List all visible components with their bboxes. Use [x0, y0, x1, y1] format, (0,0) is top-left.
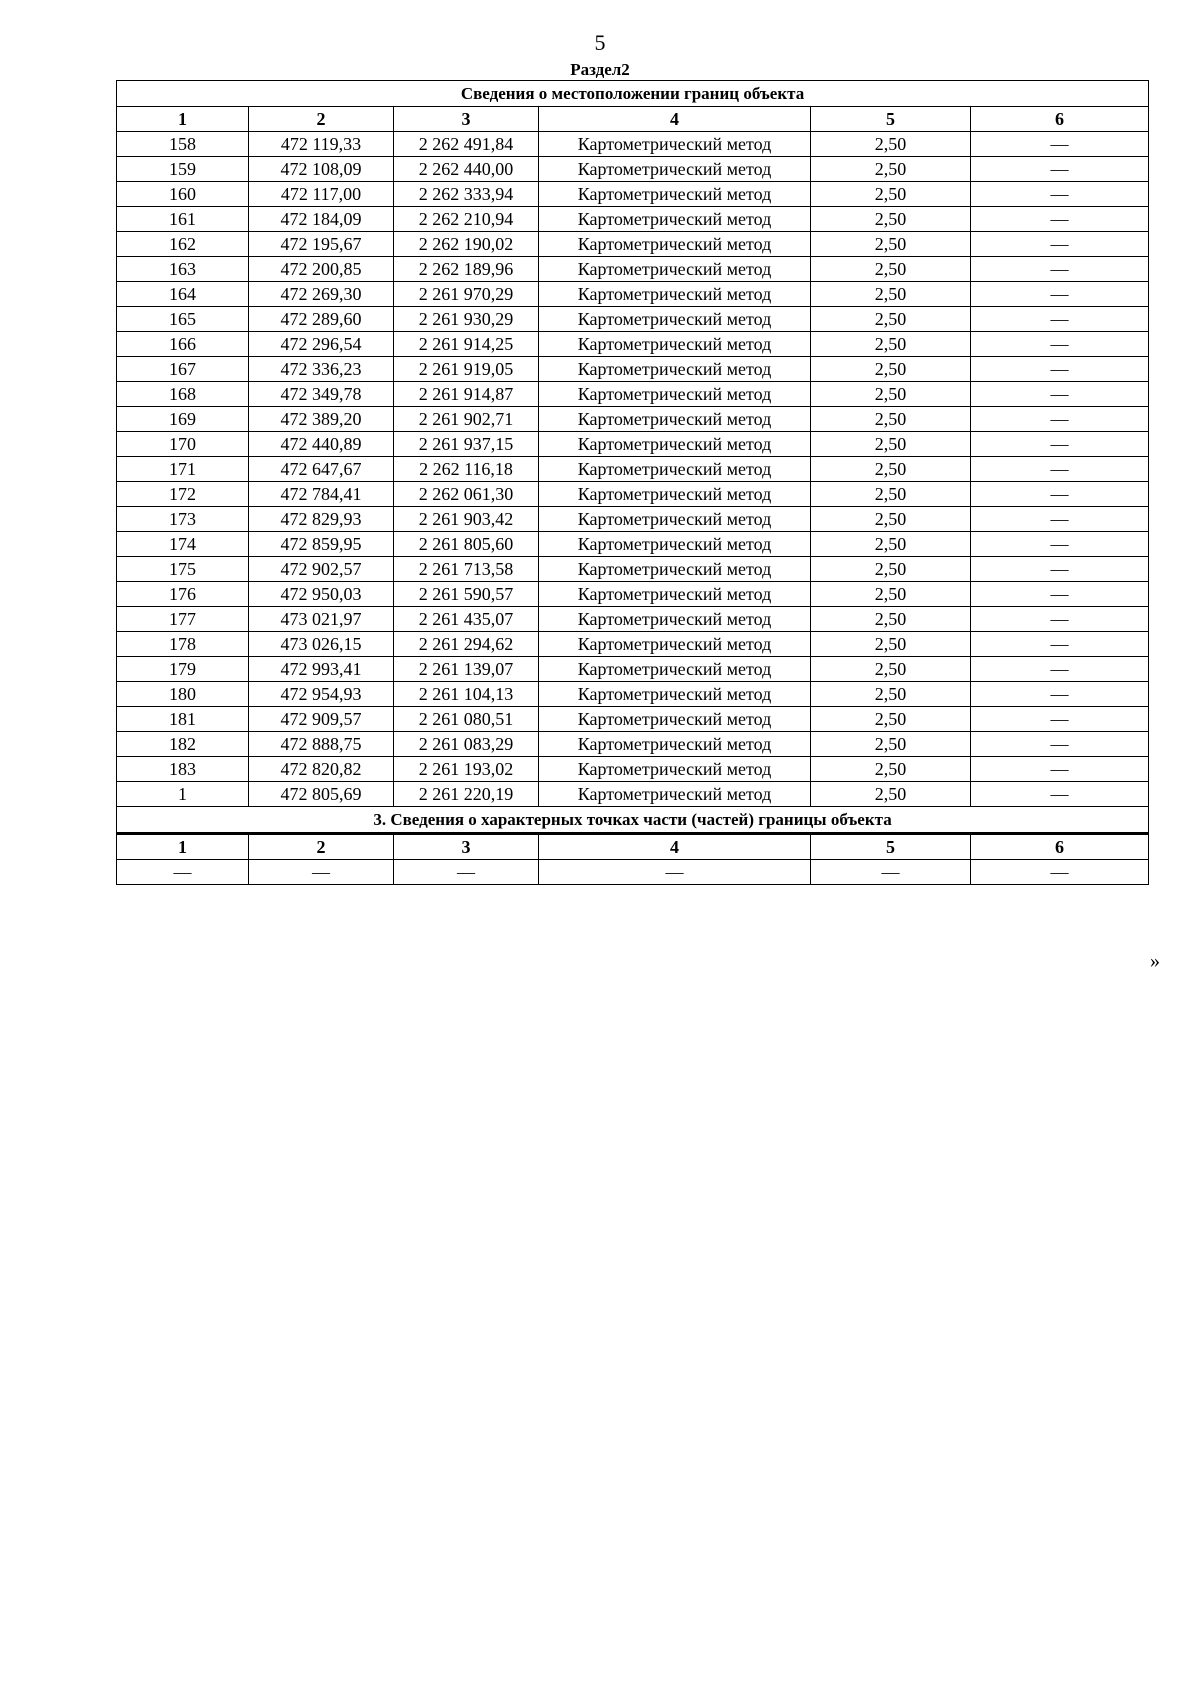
table-row — [117, 232, 1149, 257]
accuracy-cell: 2,50 — [811, 557, 971, 582]
table-row — [117, 407, 1149, 432]
subsection-column-number-row — [117, 834, 1149, 860]
description-cell: — — [971, 732, 1149, 757]
y-coordinate-cell: 2 261 805,60 — [394, 532, 539, 557]
x-coordinate-cell: 472 902,57 — [249, 557, 394, 582]
table-caption-row — [117, 81, 1149, 107]
accuracy-cell: 2,50 — [811, 432, 971, 457]
y-coordinate-cell: 2 261 914,87 — [394, 382, 539, 407]
method-cell: Картометрический метод — [539, 507, 811, 532]
boundary-coordinates-table — [116, 80, 1149, 885]
description-cell: — — [971, 632, 1149, 657]
table-row — [117, 457, 1149, 482]
y-coordinate-cell: 2 261 104,13 — [394, 682, 539, 707]
subsection-caption-row — [117, 807, 1149, 834]
point-number-cell: 183 — [117, 757, 249, 782]
column-number: 2 — [249, 107, 394, 132]
point-number-cell: 179 — [117, 657, 249, 682]
y-coordinate-cell: 2 261 435,07 — [394, 607, 539, 632]
x-coordinate-cell: 472 195,67 — [249, 232, 394, 257]
table-row — [117, 582, 1149, 607]
point-number-cell: 174 — [117, 532, 249, 557]
description-cell: — — [971, 457, 1149, 482]
table-row — [117, 532, 1149, 557]
accuracy-cell: 2,50 — [811, 507, 971, 532]
table-row — [117, 632, 1149, 657]
table-row — [117, 132, 1149, 157]
method-cell: Картометрический метод — [539, 682, 811, 707]
method-cell: Картометрический метод — [539, 232, 811, 257]
x-coordinate-cell: 472 108,09 — [249, 157, 394, 182]
point-number-cell: 160 — [117, 182, 249, 207]
description-cell: — — [971, 182, 1149, 207]
method-cell: Картометрический метод — [539, 557, 811, 582]
point-number-cell: 163 — [117, 257, 249, 282]
table-row — [117, 860, 1149, 885]
accuracy-cell: 2,50 — [811, 532, 971, 557]
subsection-caption: 3. Сведения о характерных точках части (частей) границы объекта — [117, 807, 1149, 834]
method-cell: Картометрический метод — [539, 657, 811, 682]
x-coordinate-cell: 472 349,78 — [249, 382, 394, 407]
description-cell: — — [971, 232, 1149, 257]
x-coordinate-cell: 473 026,15 — [249, 632, 394, 657]
method-cell: Картометрический метод — [539, 257, 811, 282]
x-coordinate-cell: 472 954,93 — [249, 682, 394, 707]
x-coordinate-cell: 472 269,30 — [249, 282, 394, 307]
method-cell: — — [539, 860, 811, 885]
description-cell: — — [971, 482, 1149, 507]
x-coordinate-cell: 472 829,93 — [249, 507, 394, 532]
method-cell: Картометрический метод — [539, 482, 811, 507]
accuracy-cell: 2,50 — [811, 682, 971, 707]
y-coordinate-cell: 2 261 193,02 — [394, 757, 539, 782]
x-coordinate-cell: 472 289,60 — [249, 307, 394, 332]
y-coordinate-cell: 2 261 902,71 — [394, 407, 539, 432]
accuracy-cell: 2,50 — [811, 732, 971, 757]
y-coordinate-cell: 2 261 937,15 — [394, 432, 539, 457]
y-coordinate-cell: 2 261 083,29 — [394, 732, 539, 757]
column-number: 1 — [117, 834, 249, 860]
method-cell: Картометрический метод — [539, 782, 811, 807]
x-coordinate-cell: 472 909,57 — [249, 707, 394, 732]
point-number-cell: — — [117, 860, 249, 885]
point-number-cell: 177 — [117, 607, 249, 632]
description-cell: — — [971, 332, 1149, 357]
description-cell: — — [971, 357, 1149, 382]
method-cell: Картометрический метод — [539, 357, 811, 382]
accuracy-cell: 2,50 — [811, 607, 971, 632]
description-cell: — — [971, 157, 1149, 182]
table-row — [117, 357, 1149, 382]
x-coordinate-cell: 472 336,23 — [249, 357, 394, 382]
method-cell: Картометрический метод — [539, 457, 811, 482]
accuracy-cell: 2,50 — [811, 157, 971, 182]
point-number-cell: 181 — [117, 707, 249, 732]
point-number-cell: 173 — [117, 507, 249, 532]
description-cell: — — [971, 782, 1149, 807]
y-coordinate-cell: 2 261 220,19 — [394, 782, 539, 807]
table-row — [117, 557, 1149, 582]
accuracy-cell: 2,50 — [811, 257, 971, 282]
point-number-cell: 168 — [117, 382, 249, 407]
column-number: 5 — [811, 834, 971, 860]
point-number-cell: 169 — [117, 407, 249, 432]
point-number-cell: 162 — [117, 232, 249, 257]
y-coordinate-cell: 2 262 116,18 — [394, 457, 539, 482]
y-coordinate-cell: 2 262 190,02 — [394, 232, 539, 257]
x-coordinate-cell: 472 296,54 — [249, 332, 394, 357]
method-cell: Картометрический метод — [539, 332, 811, 357]
column-number: 6 — [971, 834, 1149, 860]
method-cell: Картометрический метод — [539, 207, 811, 232]
x-coordinate-cell: 472 820,82 — [249, 757, 394, 782]
accuracy-cell: 2,50 — [811, 182, 971, 207]
accuracy-cell: 2,50 — [811, 482, 971, 507]
description-cell: — — [971, 607, 1149, 632]
point-number-cell: 161 — [117, 207, 249, 232]
description-cell: — — [971, 307, 1149, 332]
point-number-cell: 165 — [117, 307, 249, 332]
table-row — [117, 382, 1149, 407]
table-row — [117, 307, 1149, 332]
column-number: 1 — [117, 107, 249, 132]
method-cell: Картометрический метод — [539, 607, 811, 632]
description-cell: — — [971, 707, 1149, 732]
column-number-row — [117, 107, 1149, 132]
table-row — [117, 207, 1149, 232]
accuracy-cell: 2,50 — [811, 657, 971, 682]
x-coordinate-cell: 472 117,00 — [249, 182, 394, 207]
y-coordinate-cell: 2 262 440,00 — [394, 157, 539, 182]
x-coordinate-cell: 472 859,95 — [249, 532, 394, 557]
method-cell: Картометрический метод — [539, 132, 811, 157]
x-coordinate-cell: 472 389,20 — [249, 407, 394, 432]
x-coordinate-cell: 472 993,41 — [249, 657, 394, 682]
method-cell: Картометрический метод — [539, 307, 811, 332]
y-coordinate-cell: 2 261 590,57 — [394, 582, 539, 607]
x-coordinate-cell: 472 805,69 — [249, 782, 394, 807]
accuracy-cell: 2,50 — [811, 582, 971, 607]
table-row — [117, 157, 1149, 182]
y-coordinate-cell: 2 261 970,29 — [394, 282, 539, 307]
point-number-cell: 166 — [117, 332, 249, 357]
point-number-cell: 159 — [117, 157, 249, 182]
method-cell: Картометрический метод — [539, 157, 811, 182]
description-cell: — — [971, 860, 1149, 885]
table-row — [117, 282, 1149, 307]
y-coordinate-cell: 2 262 061,30 — [394, 482, 539, 507]
closing-quote: » — [1150, 950, 1160, 972]
y-coordinate-cell: 2 261 930,29 — [394, 307, 539, 332]
x-coordinate-cell: 472 784,41 — [249, 482, 394, 507]
description-cell: — — [971, 282, 1149, 307]
point-number-cell: 175 — [117, 557, 249, 582]
x-coordinate-cell: 472 200,85 — [249, 257, 394, 282]
column-number: 5 — [811, 107, 971, 132]
accuracy-cell: 2,50 — [811, 407, 971, 432]
x-coordinate-cell: 472 184,09 — [249, 207, 394, 232]
method-cell: Картометрический метод — [539, 707, 811, 732]
description-cell: — — [971, 507, 1149, 532]
x-coordinate-cell: 472 647,67 — [249, 457, 394, 482]
accuracy-cell: 2,50 — [811, 207, 971, 232]
y-coordinate-cell: 2 261 914,25 — [394, 332, 539, 357]
y-coordinate-cell: 2 261 139,07 — [394, 657, 539, 682]
point-number-cell: 164 — [117, 282, 249, 307]
point-number-cell: 167 — [117, 357, 249, 382]
y-coordinate-cell: 2 261 919,05 — [394, 357, 539, 382]
description-cell: — — [971, 382, 1149, 407]
description-cell: — — [971, 657, 1149, 682]
table-row — [117, 332, 1149, 357]
point-number-cell: 158 — [117, 132, 249, 157]
accuracy-cell: 2,50 — [811, 382, 971, 407]
y-coordinate-cell: 2 262 210,94 — [394, 207, 539, 232]
column-number: 3 — [394, 107, 539, 132]
table-row — [117, 432, 1149, 457]
y-coordinate-cell: 2 261 294,62 — [394, 632, 539, 657]
y-coordinate-cell: 2 261 713,58 — [394, 557, 539, 582]
x-coordinate-cell: 472 119,33 — [249, 132, 394, 157]
accuracy-cell: 2,50 — [811, 332, 971, 357]
description-cell: — — [971, 407, 1149, 432]
method-cell: Картометрический метод — [539, 632, 811, 657]
table-row — [117, 257, 1149, 282]
table-caption: Сведения о местоположении границ объекта — [117, 81, 1149, 107]
point-number-cell: 182 — [117, 732, 249, 757]
accuracy-cell: 2,50 — [811, 282, 971, 307]
point-number-cell: 1 — [117, 782, 249, 807]
description-cell: — — [971, 207, 1149, 232]
y-coordinate-cell: 2 261 903,42 — [394, 507, 539, 532]
point-number-cell: 176 — [117, 582, 249, 607]
point-number-cell: 172 — [117, 482, 249, 507]
table-row — [117, 707, 1149, 732]
accuracy-cell: 2,50 — [811, 757, 971, 782]
method-cell: Картометрический метод — [539, 757, 811, 782]
accuracy-cell: 2,50 — [811, 457, 971, 482]
accuracy-cell: — — [811, 860, 971, 885]
table-row — [117, 682, 1149, 707]
point-number-cell: 171 — [117, 457, 249, 482]
table-row — [117, 732, 1149, 757]
table-row — [117, 657, 1149, 682]
x-coordinate-cell: 473 021,97 — [249, 607, 394, 632]
accuracy-cell: 2,50 — [811, 132, 971, 157]
accuracy-cell: 2,50 — [811, 307, 971, 332]
description-cell: — — [971, 432, 1149, 457]
table-row — [117, 607, 1149, 632]
y-coordinate-cell: 2 262 189,96 — [394, 257, 539, 282]
point-number-cell: 180 — [117, 682, 249, 707]
description-cell: — — [971, 582, 1149, 607]
accuracy-cell: 2,50 — [811, 232, 971, 257]
method-cell: Картометрический метод — [539, 582, 811, 607]
y-coordinate-cell: 2 261 080,51 — [394, 707, 539, 732]
column-number: 2 — [249, 834, 394, 860]
description-cell: — — [971, 757, 1149, 782]
page-number: 5 — [594, 30, 606, 55]
accuracy-cell: 2,50 — [811, 632, 971, 657]
method-cell: Картометрический метод — [539, 282, 811, 307]
accuracy-cell: 2,50 — [811, 707, 971, 732]
y-coordinate-cell: 2 262 333,94 — [394, 182, 539, 207]
column-number: 4 — [539, 834, 811, 860]
method-cell: Картометрический метод — [539, 532, 811, 557]
table-row — [117, 482, 1149, 507]
accuracy-cell: 2,50 — [811, 782, 971, 807]
x-coordinate-cell: 472 888,75 — [249, 732, 394, 757]
x-coordinate-cell: 472 950,03 — [249, 582, 394, 607]
method-cell: Картометрический метод — [539, 432, 811, 457]
description-cell: — — [971, 257, 1149, 282]
accuracy-cell: 2,50 — [811, 357, 971, 382]
table-row — [117, 757, 1149, 782]
column-number: 6 — [971, 107, 1149, 132]
section-title: Раздел2 — [570, 60, 630, 79]
point-number-cell: 170 — [117, 432, 249, 457]
method-cell: Картометрический метод — [539, 382, 811, 407]
description-cell: — — [971, 682, 1149, 707]
method-cell: Картометрический метод — [539, 407, 811, 432]
table-row — [117, 782, 1149, 807]
table-row — [117, 182, 1149, 207]
method-cell: Картометрический метод — [539, 732, 811, 757]
y-coordinate-cell: 2 262 491,84 — [394, 132, 539, 157]
column-number: 4 — [539, 107, 811, 132]
description-cell: — — [971, 557, 1149, 582]
description-cell: — — [971, 532, 1149, 557]
table-row — [117, 507, 1149, 532]
x-coordinate-cell: — — [249, 860, 394, 885]
description-cell: — — [971, 132, 1149, 157]
point-number-cell: 178 — [117, 632, 249, 657]
y-coordinate-cell: — — [394, 860, 539, 885]
method-cell: Картометрический метод — [539, 182, 811, 207]
x-coordinate-cell: 472 440,89 — [249, 432, 394, 457]
column-number: 3 — [394, 834, 539, 860]
